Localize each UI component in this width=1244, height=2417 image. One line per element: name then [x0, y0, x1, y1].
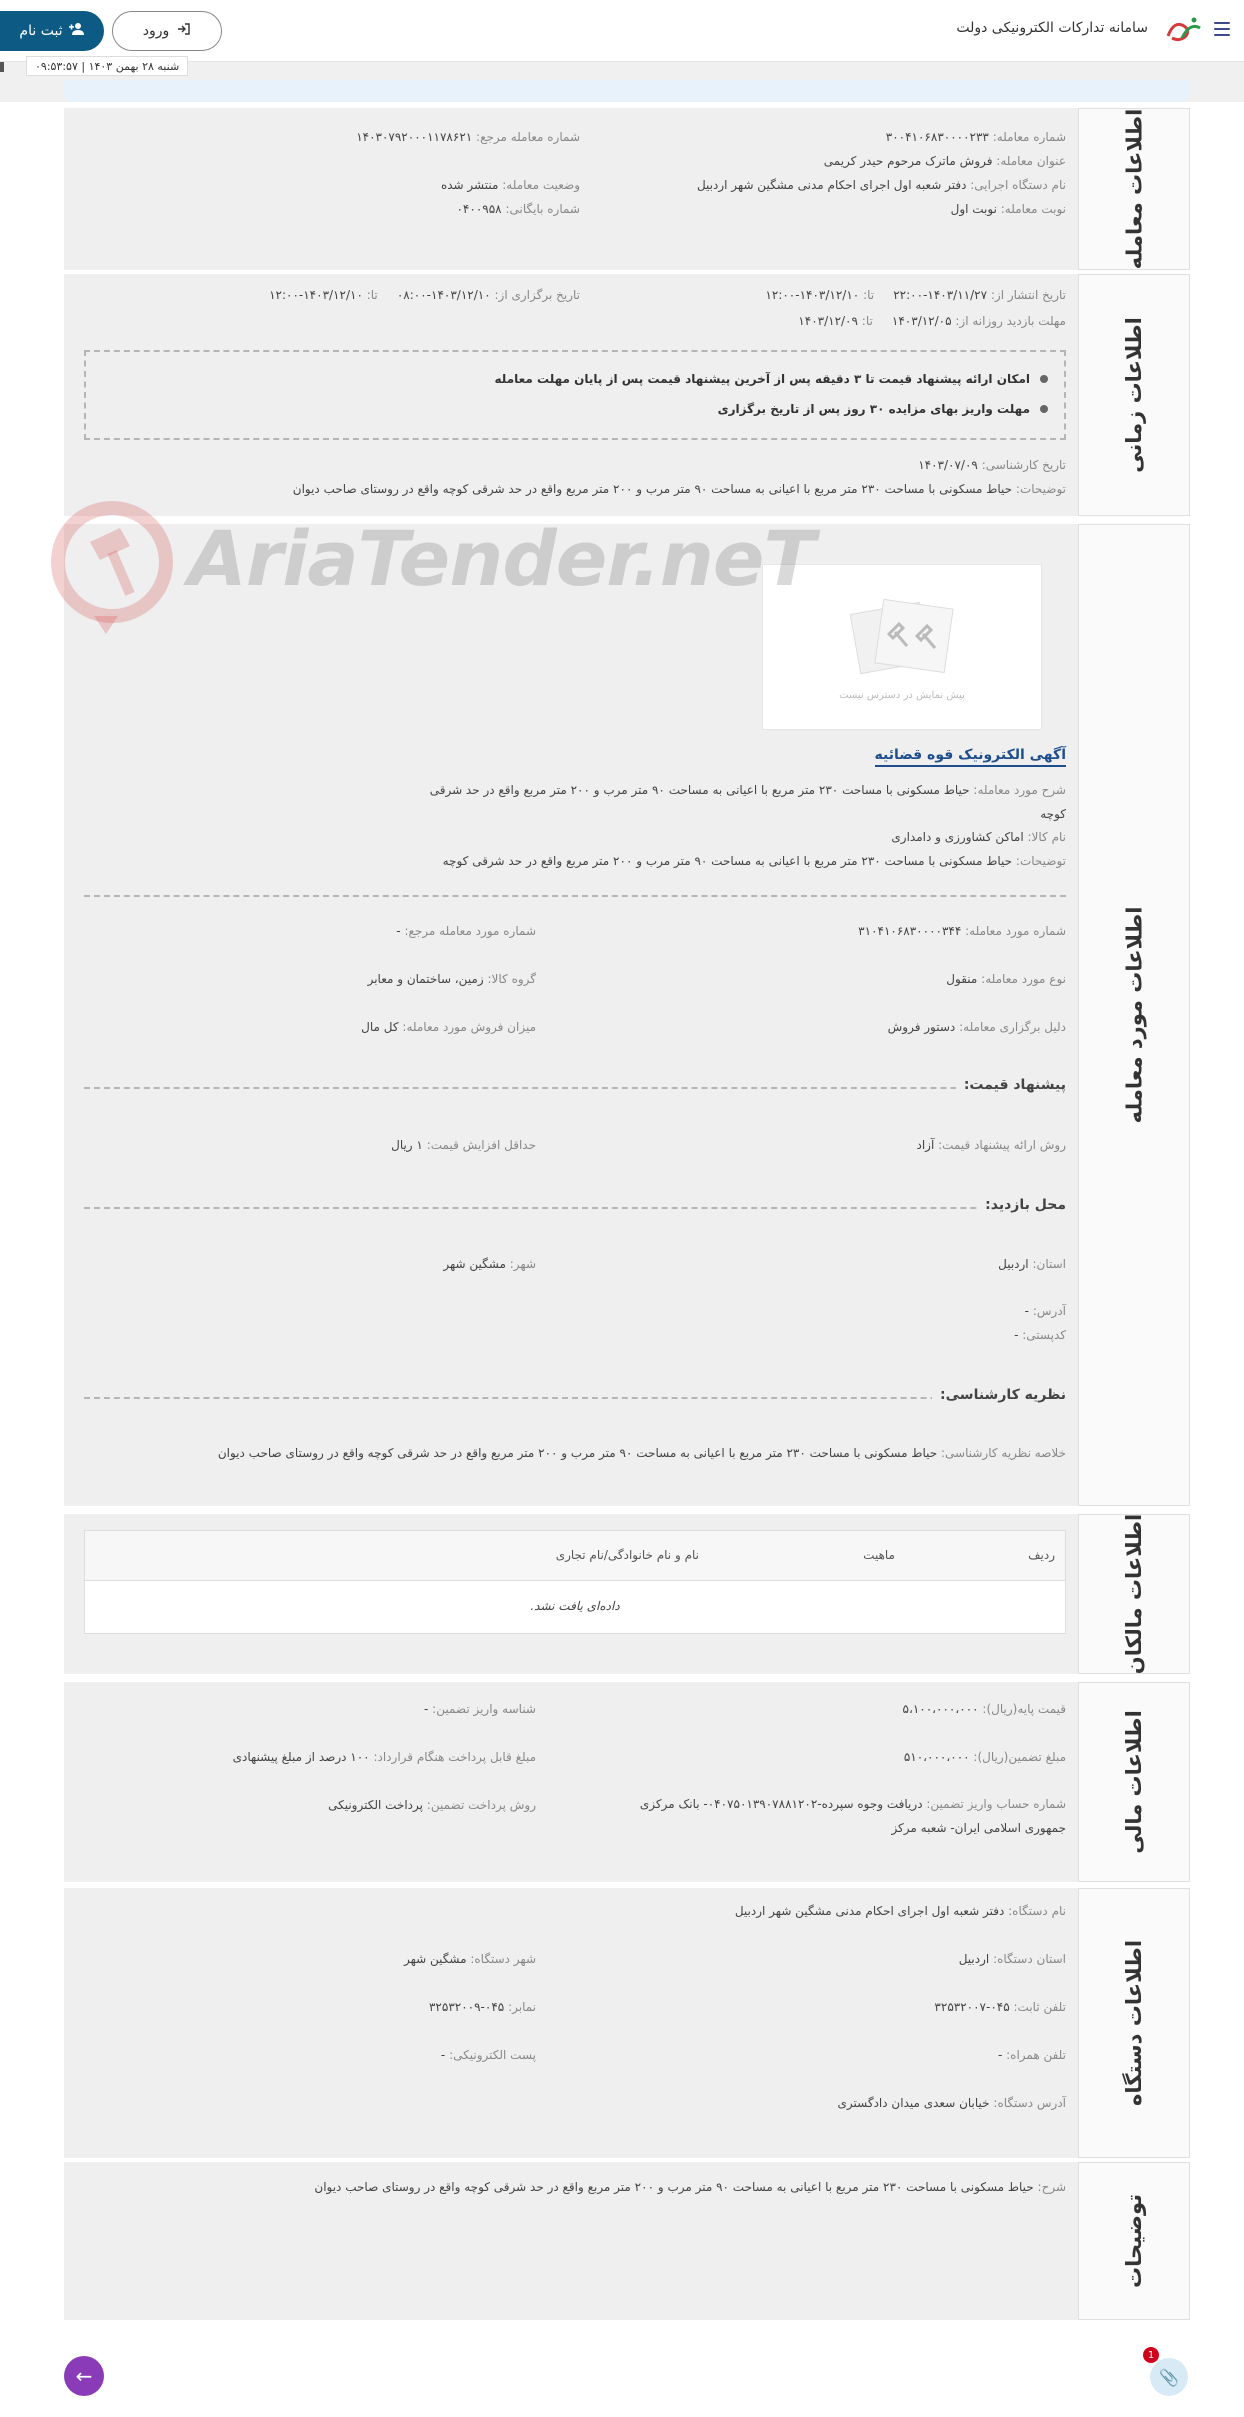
goods-group: گروه کالا: زمین، ساختمان و معابر	[367, 972, 536, 986]
section-title: اطلاعات مالی	[1078, 1682, 1190, 1882]
setad-logo[interactable]	[1164, 14, 1206, 46]
section-title: اطلاعات مالکان	[1078, 1514, 1190, 1674]
preview-caption: پیش نمایش در دسترس نیست	[839, 689, 965, 701]
image-preview	[762, 564, 1042, 730]
expert-summary: خلاصه نظریه کارشناسی: حیاط مسکونی با مساحت ۲۳۰ متر مربع با اعیانی به مساحت ۹۰ متر مرب و ۲۰۰ متر مربع واقع در حد شرقی کوچه واقع در روستای صاحب دیوان	[217, 1446, 1066, 1460]
divider	[84, 1207, 1066, 1209]
top-bar	[0, 0, 1244, 62]
section-finance	[64, 1682, 1190, 1882]
item-type: نوع مورد معامله: منقول	[946, 972, 1066, 986]
col-nature: ماهیت	[863, 1548, 895, 1562]
section-title: اطلاعات زمانی	[1078, 274, 1190, 516]
section-owners	[64, 1514, 1190, 1674]
sale-amount: میزان فروش مورد معامله: کل مال	[361, 1020, 536, 1034]
section-title: اطلاعات مورد معامله	[1078, 524, 1190, 1506]
section-deal-info	[64, 108, 1190, 270]
expert-date: تاریخ کارشناسی: ۱۴۰۳/۰۷/۰۹	[918, 458, 1066, 472]
empty-message: داده‌ای یافت نشد.	[530, 1599, 620, 1613]
deal-number: شماره معامله: ۳۰۰۴۱۰۶۸۳۰۰۰۰۲۳۳	[885, 130, 1066, 144]
divider	[84, 895, 1066, 897]
publish-date: تاریخ انتشار از: ۱۴۰۳/۱۱/۲۷-۲۲:۰۰ تا: ۱۴۰۳/۱۲/۱۰-۱۲:۰۰	[765, 288, 1066, 302]
divider	[84, 1087, 1066, 1089]
sale-reason: دلیل برگزاری معامله: دستور فروش	[887, 1020, 1066, 1034]
section-title: توضیحات	[1078, 2162, 1190, 2320]
notice-item: مهلت واریز بهای مزایده ۳۰ روز پس از تاریخ برگزاری	[718, 402, 1048, 416]
device-address: آدرس دستگاه: خیابان سعدی میدان دادگستری	[837, 2096, 1066, 2110]
arrow-left-icon: ←	[75, 2364, 93, 2388]
menu-icon[interactable]	[1214, 22, 1230, 36]
visit-heading: محل بازدید:	[977, 1197, 1066, 1213]
notice-item: امکان ارائه پیشنهاد قیمت تا ۳ دقیقه پس از آخرین پیشنهاد قیمت پس از پایان مهلت معامله	[495, 372, 1048, 386]
section-item-info	[64, 524, 1190, 1506]
item-description: شرح مورد معامله: حیاط مسکونی با مساحت ۲۳۰ متر مربع با اعیانی به مساحت ۹۰ متر مرب و ۲۰۰ متر مربع واقع در حد شرقی کوچه	[429, 783, 1066, 821]
province: استان: اردبیل	[998, 1257, 1066, 1271]
info-bar	[64, 80, 1190, 102]
device-province: استان دستگاه: اردبیل	[958, 1952, 1066, 1966]
postal-code: کدپستی: -	[1014, 1328, 1066, 1342]
device-city: شهر دستگاه: مشگین شهر	[403, 1952, 536, 1966]
city: شهر: مشگین شهر	[443, 1257, 536, 1271]
attachment-button[interactable]	[1150, 2358, 1188, 2396]
site-title: سامانه تدارکات الکترونیکی دولت	[956, 20, 1148, 36]
edge-marker	[0, 62, 4, 72]
executor: نام دستگاه اجرایی: دفتر شعبه اول اجرای احکام مدنی مشگین شهر اردبیل	[696, 178, 1066, 192]
device-email: پست الکترونیکی: -	[440, 2048, 536, 2062]
date-time: شنبه ۲۸ بهمن ۱۴۰۳ | ۰۹:۵۳:۵۷	[26, 56, 188, 76]
back-button[interactable]	[64, 2356, 104, 2396]
contract-amount: مبلغ قابل پرداخت هنگام قرارداد: ۱۰۰ درصد از مبلغ پیشنهادی	[232, 1750, 536, 1764]
expert-heading: نظریه کارشناسی:	[932, 1387, 1066, 1403]
watermark-text: AriaTender.neT	[188, 514, 815, 603]
device-phone: تلفن ثابت: ۰۴۵-۳۲۵۳۲۰۰۷	[934, 2000, 1066, 2014]
notes-description: شرح: حیاط مسکونی با مساحت ۲۳۰ متر مربع با اعیانی به مساحت ۹۰ متر مرب و ۲۰۰ متر مربع واقع در حد شرقی کوچه واقع در روستای صاحب دیوان	[314, 2180, 1066, 2194]
ref-item-number: شماره مورد معامله مرجع: -	[396, 924, 536, 938]
divider	[84, 1397, 1066, 1399]
archive-number: شماره بایگانی: ۰۴۰۰۹۵۸	[456, 202, 580, 216]
device-name: نام دستگاه: دفتر شعبه اول اجرای احکام مدنی مشگین شهر اردبیل	[734, 1904, 1066, 1918]
device-mobile: تلفن همراه: -	[997, 2048, 1066, 2062]
deal-status: وضعیت معامله: منتشر شده	[440, 178, 580, 192]
judiciary-ad-link[interactable]: آگهی الکترونیک قوه قضائیه	[875, 747, 1067, 767]
price-heading: پیشنهاد قیمت:	[956, 1077, 1066, 1093]
section-title: اطلاعات معامله	[1078, 108, 1190, 270]
deposit-id: شناسه واریز تضمین: -	[424, 1702, 536, 1716]
register-button[interactable]	[0, 11, 104, 51]
device-fax: نمابر: ۰۴۵-۳۲۵۳۲۰۰۹	[428, 2000, 536, 2014]
min-increase: حداقل افزایش قیمت: ۱ ریال	[391, 1138, 536, 1152]
table-header	[85, 1531, 1065, 1581]
add-user-icon	[69, 22, 85, 40]
deposit-account: شماره حساب واریز تضمین: دریافت وجوه سپرده-۰۴۰۷۵۰۱۳۹۰۷۸۸۱۲۰۲- بانک مرکزی جمهوری اسلامی ایران- شعبه مرکز	[639, 1797, 1066, 1835]
base-price: قیمت پایه(ریال): ۵،۱۰۰،۰۰۰،۰۰۰	[902, 1702, 1066, 1716]
col-row: ردیف	[1028, 1548, 1055, 1562]
section-notes	[64, 2162, 1190, 2320]
item-notes: توضیحات: حیاط مسکونی با مساحت ۲۳۰ متر مربع با اعیانی به مساحت ۹۰ متر مرب و ۲۰۰ متر مربع واقع در حد شرقی کوچه	[442, 854, 1066, 868]
section-time-info	[64, 274, 1190, 516]
register-label: ثبت نام	[19, 23, 63, 39]
goods-name: نام کالا: اماکن کشاورزی و دامداری	[891, 830, 1066, 844]
login-button[interactable]	[112, 11, 222, 51]
notice-box	[84, 350, 1066, 440]
guarantee-amount: مبلغ تضمین(ریال): ۵۱۰،۰۰۰،۰۰۰	[903, 1750, 1066, 1764]
deal-turn: نوبت معامله: نوبت اول	[950, 202, 1066, 216]
visit-deadline: مهلت بازدید روزانه از: ۱۴۰۳/۱۲/۰۵ تا: ۱۴۰۳/۱۲/۰۹	[798, 314, 1066, 328]
section-title: اطلاعات دستگاه	[1078, 1888, 1190, 2158]
col-name: نام و نام خانوادگی/نام تجاری	[555, 1548, 699, 1562]
paperclip-icon: 📎	[1159, 2367, 1179, 2387]
hold-date: تاریخ برگزاری از: ۱۴۰۳/۱۲/۱۰-۰۸:۰۰ تا: ۱۴۰۳/۱۲/۱۰-۱۲:۰۰	[269, 288, 580, 302]
item-number: شماره مورد معامله: ۳۱۰۴۱۰۶۸۳۰۰۰۰۳۴۴	[858, 924, 1066, 938]
login-label: ورود	[142, 23, 170, 39]
bid-method: روش ارائه پیشنهاد قیمت: آزاد	[916, 1138, 1066, 1152]
time-description: توضیحات: حیاط مسکونی با مساحت ۲۳۰ متر مربع با اعیانی به مساحت ۹۰ متر مرب و ۲۰۰ متر مربع واقع در حد شرقی کوچه واقع در روستای صاحب دیوان	[292, 482, 1066, 496]
placeholder-image-icon	[837, 594, 967, 684]
section-device	[64, 1888, 1190, 2158]
payment-method: روش پرداخت تضمین: پرداخت الکترونیکی	[328, 1798, 536, 1812]
ref-deal-number: شماره معامله مرجع: ۱۴۰۳۰۷۹۲۰۰۰۱۱۷۸۶۲۱	[356, 130, 580, 144]
attachment-count-badge: 1	[1143, 2347, 1159, 2363]
login-icon	[177, 22, 191, 40]
address: آدرس: -	[1024, 1304, 1066, 1318]
owners-table	[84, 1530, 1066, 1634]
deal-title: عنوان معامله: فروش ماترک مرحوم حیدر کریمی	[823, 154, 1066, 168]
